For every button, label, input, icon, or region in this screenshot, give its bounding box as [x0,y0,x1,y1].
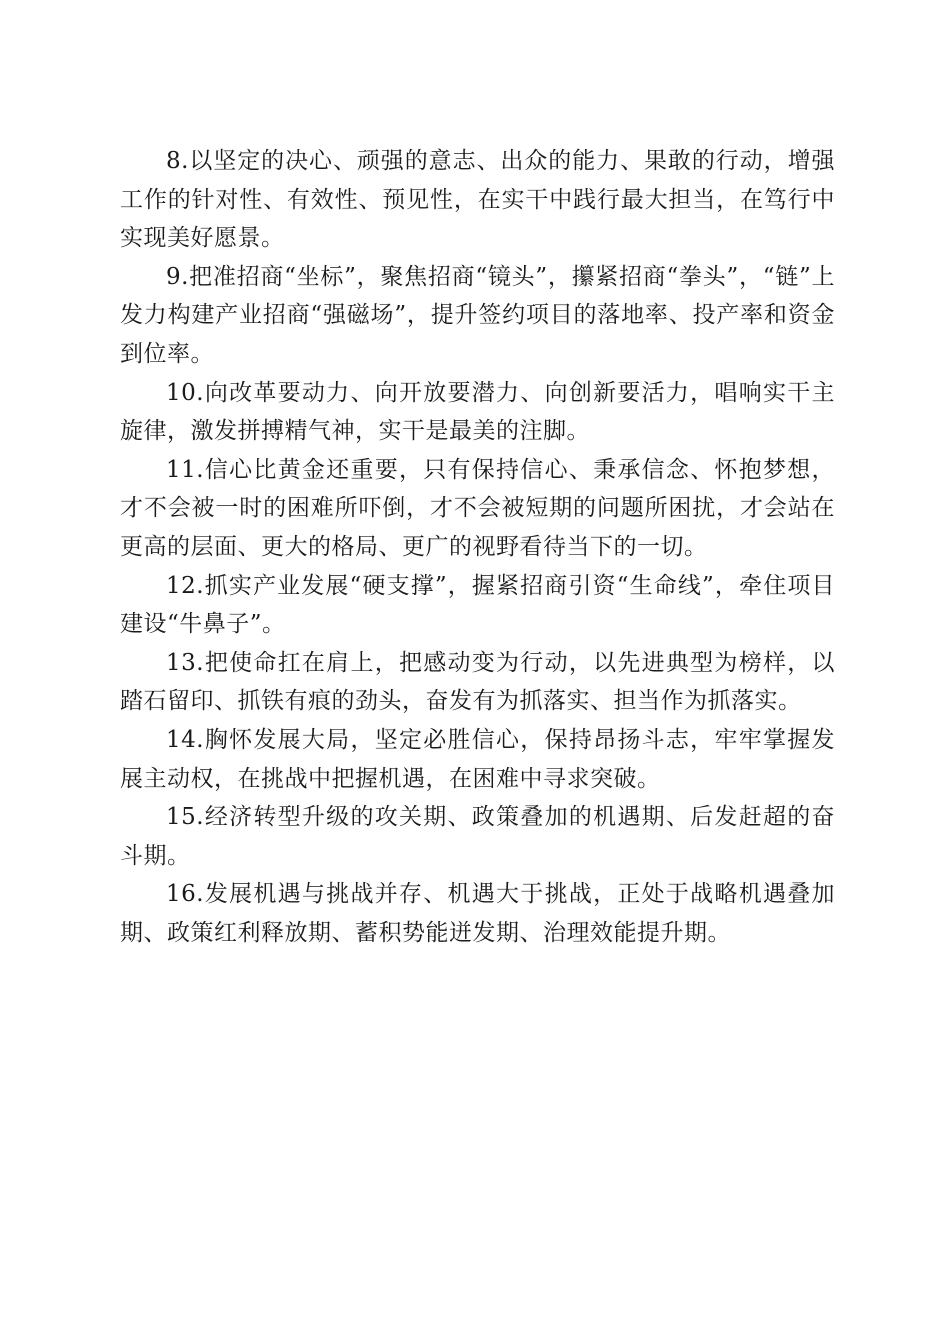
paragraph-10: 10.向改革要动力、向开放要潜力、向创新要活力，唱响实干主旋律，激发拼搏精气神，实干是最美的注脚。 [120,379,835,445]
paragraph-15: 15.经济转型升级的攻关期、政策叠加的机遇期、后发赶超的奋斗期。 [120,804,835,869]
paragraph-14: 14.胸怀发展大局，坚定必胜信心，保持昂扬斗志，牢牢掌握发展主动权，在挑战中把握机遇，在困难中寻求突破。 [120,726,835,792]
paragraph-9: 9.把准招商“坐标”，聚焦招商“镜头”，攥紧招商“拳头”，“链”上发力构建产业招商“强磁场”，提升签约项目的落地率、投产率和资金到位率。 [120,263,835,367]
paragraph-16: 16.发展机遇与挑战并存、机遇大于挑战，正处于战略机遇叠加期、政策红利释放期、蓄积势能迸发期、治理效能提升期。 [120,881,835,946]
paragraph-13: 13.把使命扛在肩上，把感动变为行动，以先进典型为榜样，以踏石留印、抓铁有痕的劲头，奋发有为抓落实、担当作为抓落实。 [120,649,835,715]
paragraph-12: 12.抓实产业发展“硬支撑”，握紧招商引资“生命线”，牵住项目建设“牛鼻子”。 [120,572,835,638]
paragraph-11: 11.信心比黄金还重要，只有保持信心、秉承信念、怀抱梦想，才不会被一时的困难所吓倒，才不会被短期的问题所困扰，才会站在更高的层面、更大的格局、更广的视野看待当下的一切。 [120,456,835,560]
paragraph-8: 8.以坚定的决心、顽强的意志、出众的能力、果敢的行动，增强工作的针对性、有效性、预见性，在实干中践行最大担当，在笃行中实现美好愿景。 [120,148,835,252]
document-page [120,142,835,952]
